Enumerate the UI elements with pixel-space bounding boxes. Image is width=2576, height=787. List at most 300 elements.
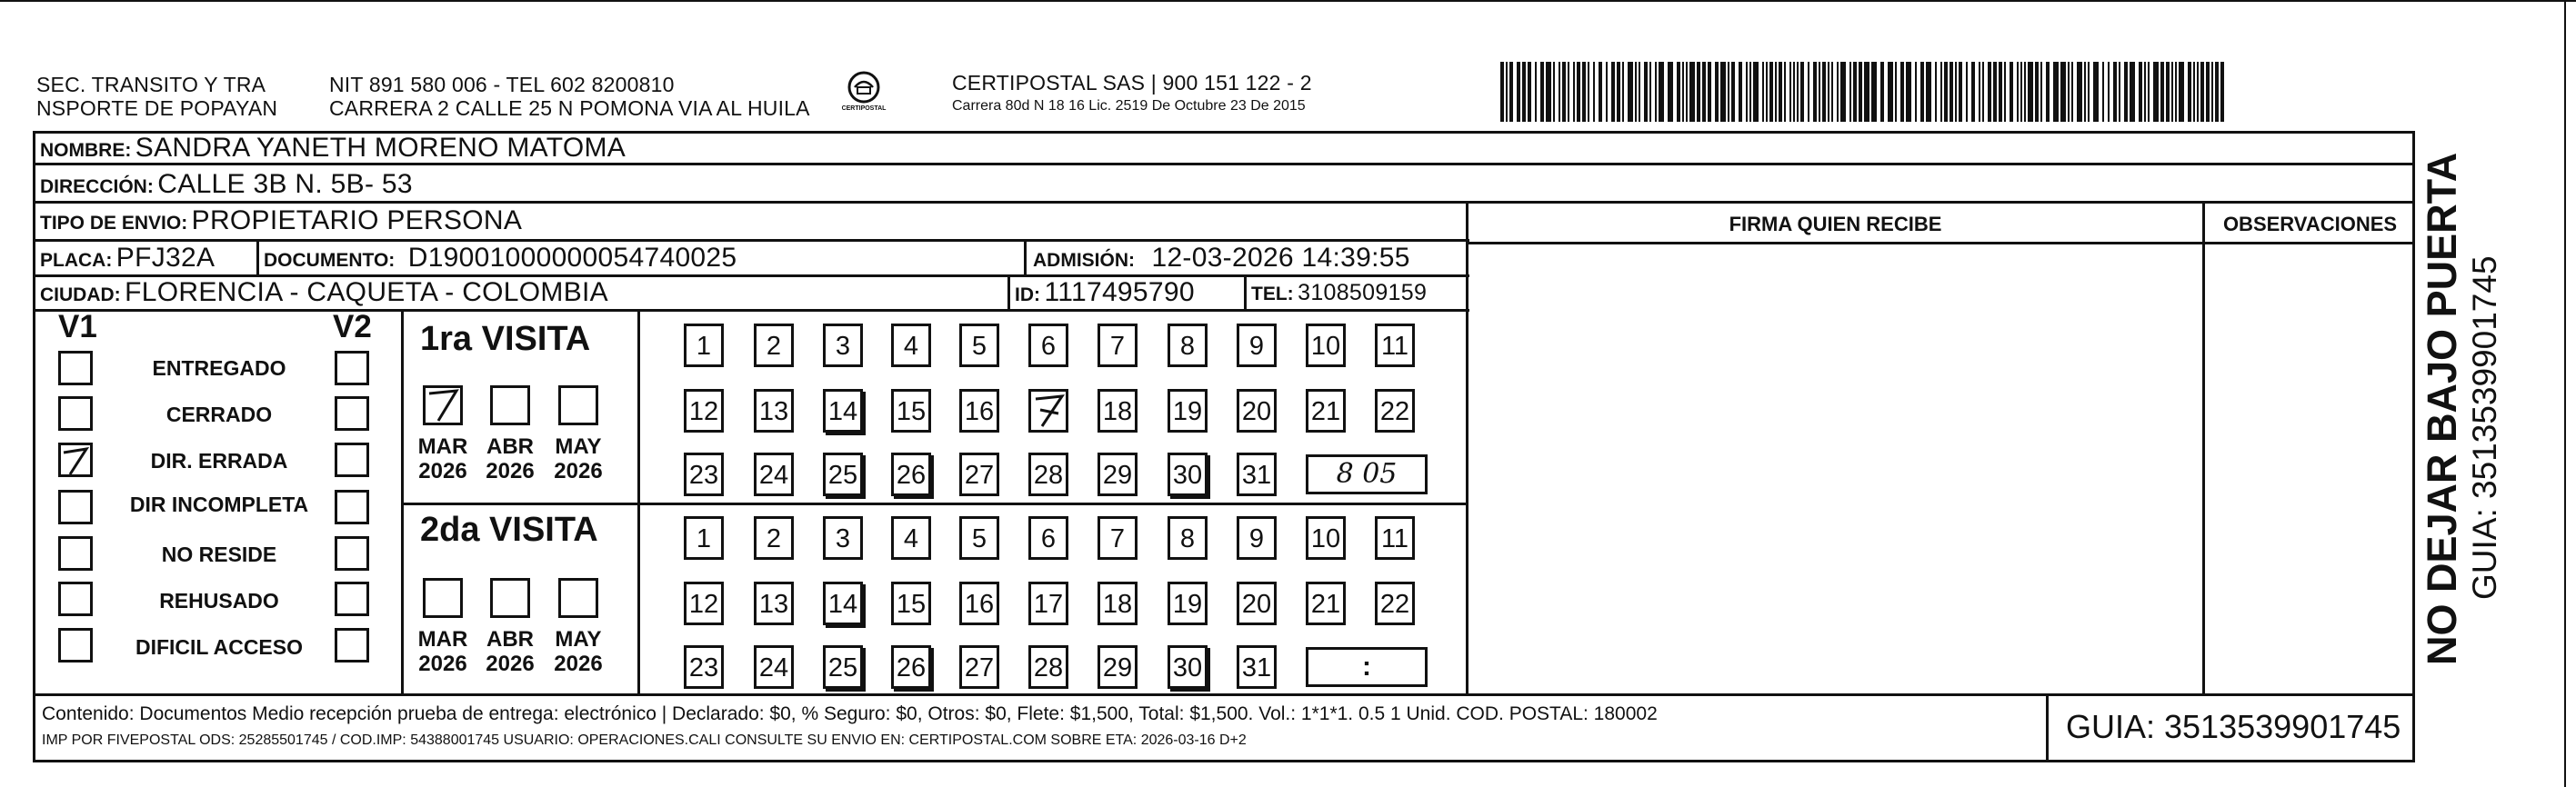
day-box[interactable]: 21	[1306, 389, 1346, 433]
day-box[interactable]: 4	[891, 324, 931, 367]
month-name: MAR	[417, 627, 468, 652]
tel-row	[1251, 278, 1427, 311]
nombre-value: SANDRA YANETH MORENO MATOMA	[135, 133, 626, 163]
barcode-bar	[1606, 62, 1608, 122]
barcode-bar	[1686, 62, 1688, 122]
barcode-bar	[1828, 62, 1829, 122]
barcode-bar	[1762, 62, 1764, 122]
day-box[interactable]: 6	[1028, 516, 1068, 560]
footer-system-info: IMP POR FIVEPOSTAL ODS: 25285501745 / COD.IMP: 54388001745 USUARIO: OPERACIONES.CALI CONSULTE SU ENVIO EN: CERTIPOSTAL.COM SOBRE ETA: 2026-03-16 D+2	[42, 732, 1247, 748]
documento-label: DOCUMENTO:	[264, 250, 396, 271]
page-right-edge	[2564, 0, 2566, 787]
barcode-bar	[1940, 62, 1942, 122]
barcode-bar	[2017, 62, 2019, 122]
day-box[interactable]: 25	[823, 645, 863, 689]
barcode	[1500, 62, 2228, 125]
barcode-bar	[1982, 62, 1984, 122]
barcode-bar	[1697, 62, 1700, 122]
barcode-bar	[1955, 62, 1957, 122]
barcode-bar	[2160, 62, 2164, 122]
v2-checkbox[interactable]	[335, 628, 369, 662]
tipo-row	[40, 206, 522, 240]
barcode-bar	[1715, 62, 1719, 122]
month-checkbox[interactable]	[490, 385, 530, 425]
barcode-bar	[1849, 62, 1851, 122]
logo-text: CERTIPOSTAL	[841, 105, 887, 112]
tipo-label: TIPO DE ENVIO:	[40, 213, 188, 234]
barcode-bar	[1659, 62, 1664, 122]
month-checkbox[interactable]	[423, 385, 463, 425]
day-box[interactable]: 7	[1098, 324, 1138, 367]
barcode-bar	[1880, 62, 1884, 122]
placa-row	[40, 244, 215, 277]
barcode-bar	[2211, 62, 2213, 122]
barcode-bar	[1535, 62, 1537, 122]
day-box[interactable]: 12	[684, 582, 724, 625]
barcode-bar	[1871, 62, 1877, 122]
barcode-bar	[1797, 62, 1799, 122]
nombre-label: NOMBRE:	[40, 140, 132, 161]
barcode-bar	[1900, 62, 1904, 122]
v1-checkbox[interactable]	[58, 536, 93, 571]
barcode-bar	[1577, 62, 1580, 122]
day-box[interactable]: 2	[754, 516, 794, 560]
barcode-bar	[1749, 62, 1751, 122]
observaciones-header: OBSERVACIONES	[2222, 213, 2398, 235]
barcode-bar	[1920, 62, 1924, 122]
barcode-bar	[1988, 62, 1991, 122]
barcode-bar	[1859, 62, 1862, 122]
day-box[interactable]: 11	[1375, 516, 1415, 560]
day-box[interactable]: 28	[1028, 645, 1068, 689]
tel-value: 3108509159	[1298, 280, 1428, 305]
barcode-bar	[1822, 62, 1826, 122]
barcode-bar	[2175, 62, 2177, 122]
status-label: DIR INCOMPLETA	[129, 493, 309, 516]
side-guia: GUIA: 3513539901745	[2466, 255, 2503, 600]
id-label: ID:	[1015, 284, 1040, 305]
day-box[interactable]: 26	[891, 645, 931, 689]
barcode-bar	[1769, 62, 1773, 122]
cell-divider-tel	[1244, 274, 1247, 309]
footer-guia-divider	[2046, 693, 2049, 762]
day-box[interactable]: 3	[823, 516, 863, 560]
barcode-bar	[2215, 62, 2219, 122]
barcode-bar	[2068, 62, 2070, 122]
barcode-bar	[1540, 62, 1544, 122]
day-box[interactable]: 8	[1168, 516, 1208, 560]
barcode-bar	[1553, 62, 1555, 122]
barcode-bar	[1971, 62, 1975, 122]
barcode-bar	[1702, 62, 1706, 122]
day-box[interactable]: 18	[1098, 582, 1138, 625]
day-box[interactable]: 6	[1028, 324, 1068, 367]
day-box[interactable]: 27	[959, 645, 999, 689]
month-label	[546, 627, 610, 676]
month-divider	[637, 309, 640, 693]
v2-checkbox[interactable]	[335, 582, 369, 616]
time-box-handwritten[interactable]: 8 05	[1306, 454, 1428, 494]
status-label: CERRADO	[165, 403, 273, 426]
tel-label: TEL:	[1251, 284, 1294, 304]
barcode-bar	[1500, 62, 1504, 122]
rule-colhead	[1466, 242, 2415, 244]
barcode-bar	[2113, 62, 2117, 122]
day-box[interactable]: 1	[684, 324, 724, 367]
barcode-bar	[1720, 62, 1726, 122]
barcode-bar	[1708, 62, 1711, 122]
barcode-bar	[2046, 62, 2050, 122]
day-box[interactable]: 20	[1237, 389, 1277, 433]
day-box[interactable]: 23	[684, 453, 724, 496]
barcode-bar	[1966, 62, 1968, 122]
barcode-bar	[2040, 62, 2042, 122]
day-box[interactable]: 29	[1098, 645, 1138, 689]
barcode-bar	[1784, 62, 1786, 122]
month-label	[546, 434, 610, 483]
month-year: 2026	[418, 652, 467, 676]
barcode-bar	[2179, 62, 2184, 122]
ciudad-row	[40, 278, 608, 312]
barcode-bar	[1689, 62, 1695, 122]
v1-checkbox[interactable]	[58, 396, 93, 431]
day-box[interactable]: 10	[1306, 516, 1346, 560]
day-box[interactable]: 5	[959, 324, 999, 367]
barcode-bar	[1668, 62, 1673, 122]
status-label: NO RESIDE	[161, 543, 277, 566]
id-row	[1015, 278, 1195, 312]
barcode-bar	[1746, 62, 1748, 122]
barcode-bar	[1813, 62, 1817, 122]
day-box[interactable]: 16	[959, 389, 999, 433]
month-checkbox[interactable]	[423, 578, 463, 618]
barcode-bar	[1593, 62, 1595, 122]
barcode-bar	[1622, 62, 1624, 122]
barcode-bar	[2139, 62, 2142, 122]
day-box[interactable]: 15	[891, 582, 931, 625]
month-name: MAR	[417, 434, 468, 459]
barcode-bar	[2153, 62, 2159, 122]
day-box[interactable]: 19	[1168, 582, 1208, 625]
month-label	[478, 627, 542, 676]
barcode-bar	[2193, 62, 2195, 122]
barcode-bar	[1915, 62, 1917, 122]
day-box[interactable]: 15	[891, 389, 931, 433]
time-box[interactable]: :	[1306, 647, 1428, 687]
company-line-2: Carrera 80d N 18 16 Lic. 2519 De Octubre 23 De 2015	[952, 98, 1306, 114]
barcode-bar	[2077, 62, 2082, 122]
first-visit-title: 1ra VISITA	[420, 320, 591, 358]
v2-checkbox[interactable]	[335, 396, 369, 431]
barcode-bar	[2200, 62, 2204, 122]
barcode-bar	[1979, 62, 1980, 122]
barcode-bar	[1864, 62, 1869, 122]
barcode-bar	[1517, 62, 1520, 122]
placa-label: PLACA:	[40, 250, 113, 271]
v1-checkbox[interactable]	[58, 351, 93, 385]
v1-checkbox[interactable]	[58, 628, 93, 662]
barcode-bar	[1509, 62, 1513, 122]
id-value: 1117495790	[1044, 277, 1195, 307]
barcode-bar	[1649, 62, 1651, 122]
barcode-bar	[1935, 62, 1937, 122]
barcode-bar	[2004, 62, 2006, 122]
day-box[interactable]: 31	[1237, 645, 1277, 689]
direccion-label: DIRECCIÓN:	[40, 176, 154, 197]
day-box[interactable]: 22	[1375, 389, 1415, 433]
admision-row	[1033, 244, 1410, 277]
footer-contents: Contenido: Documentos Medio recepción prueba de entrega: electrónico | Declarado: $0, % Seguro: $0, Otros: $0, Flete: $1,500, Total: $1,500. Vol.: 1*1*1. 0.5 1 Unid. COD. POSTAL: 180002	[42, 703, 1658, 724]
month-checkbox[interactable]	[490, 578, 530, 618]
barcode-bar	[1644, 62, 1648, 122]
day-box[interactable]: 1	[684, 516, 724, 560]
barcode-bar	[1559, 62, 1560, 122]
nit-line-1: NIT 891 580 006 - TEL 602 8200810	[329, 73, 675, 96]
day-box[interactable]: 29	[1098, 453, 1138, 496]
barcode-bar	[2108, 62, 2110, 122]
day-box[interactable]: 18	[1098, 389, 1138, 433]
rule-footer	[33, 693, 2415, 696]
barcode-bar	[2020, 62, 2022, 122]
barcode-bar	[2188, 62, 2191, 122]
admision-value: 12-03-2026 14:39:55	[1151, 243, 1410, 273]
sender-line-2: NSPORTE DE POPAYAN	[36, 96, 278, 120]
barcode-bar	[2119, 62, 2120, 122]
day-box[interactable]: 27	[959, 453, 999, 496]
page-top-edge	[0, 0, 2576, 2]
barcode-bar	[2171, 62, 2173, 122]
month-year: 2026	[486, 459, 535, 483]
barcode-bar	[1766, 62, 1768, 122]
month-checkbox[interactable]	[558, 578, 598, 618]
day-box[interactable]: 12	[684, 389, 724, 433]
barcode-bar	[2102, 62, 2104, 122]
barcode-bar	[2028, 62, 2033, 122]
barcode-bar	[1837, 62, 1839, 122]
barcode-bar	[1573, 62, 1575, 122]
direccion-row	[40, 170, 413, 204]
sender-address	[329, 73, 810, 120]
ciudad-label: CIUDAD:	[40, 284, 121, 305]
status-label: DIR. ERRADA	[150, 449, 288, 473]
barcode-bar	[1819, 62, 1820, 122]
barcode-bar	[1775, 62, 1777, 122]
barcode-bar	[2060, 62, 2066, 122]
day-box[interactable]: 14	[823, 389, 863, 433]
day-box[interactable]: 23	[684, 645, 724, 689]
barcode-bar	[2166, 62, 2170, 122]
barcode-bar	[1789, 62, 1791, 122]
barcode-bar	[2124, 62, 2128, 122]
second-visit-title: 2da VISITA	[420, 511, 598, 549]
v2-checkbox[interactable]	[335, 536, 369, 571]
cell-divider-placa	[256, 239, 259, 274]
documento-value: D19001000000054740025	[407, 243, 737, 273]
month-checkbox[interactable]	[558, 385, 598, 425]
barcode-bar	[2010, 62, 2013, 122]
day-box[interactable]: 28	[1028, 453, 1068, 496]
v1-checkbox[interactable]	[58, 443, 93, 477]
day-box[interactable]: 24	[754, 645, 794, 689]
barcode-bar	[2148, 62, 2150, 122]
day-box[interactable]: 3	[823, 324, 863, 367]
day-box[interactable]: 21	[1306, 582, 1346, 625]
col-divider-obs	[2202, 201, 2205, 693]
day-box[interactable]: 8	[1168, 324, 1208, 367]
barcode-bar	[1655, 62, 1657, 122]
v2-checkbox[interactable]	[335, 351, 369, 385]
col-divider-firma	[1466, 201, 1468, 693]
month-year: 2026	[554, 459, 603, 483]
barcode-bar	[1522, 62, 1526, 122]
placa-value: PFJ32A	[115, 243, 216, 273]
documento-row	[264, 244, 737, 277]
day-box[interactable]: 26	[891, 453, 931, 496]
barcode-bar	[1779, 62, 1782, 122]
month-name: ABR	[486, 434, 534, 459]
barcode-bar	[1959, 62, 1962, 122]
barcode-bar	[1993, 62, 1997, 122]
v2-checkbox[interactable]	[335, 443, 369, 477]
barcode-bar	[1639, 62, 1640, 122]
ciudad-value: FLORENCIA - CAQUETA - COLOMBIA	[125, 277, 608, 307]
barcode-bar	[1635, 62, 1637, 122]
v2-checkbox[interactable]	[335, 490, 369, 524]
day-box[interactable]: 20	[1237, 582, 1277, 625]
day-box[interactable]: 25	[823, 453, 863, 496]
day-box[interactable]: 30	[1168, 453, 1208, 496]
v2-label: V2	[333, 309, 372, 344]
month-name: ABR	[486, 627, 534, 652]
day-box[interactable]: 17	[1028, 582, 1068, 625]
nit-line-2: CARRERA 2 CALLE 25 N POMONA VIA AL HUILA	[329, 96, 810, 120]
month-year: 2026	[554, 652, 603, 676]
v1-label: V1	[58, 309, 97, 344]
day-box[interactable]: 30	[1168, 645, 1208, 689]
cell-divider-id	[1007, 274, 1010, 309]
barcode-bar	[2084, 62, 2086, 122]
day-box[interactable]: 2	[754, 324, 794, 367]
day-box[interactable]: 11	[1375, 324, 1415, 367]
barcode-bar	[1800, 62, 1804, 122]
status-label: REHUSADO	[159, 589, 279, 613]
barcode-bar	[2197, 62, 2199, 122]
month-year: 2026	[486, 652, 535, 676]
barcode-bar	[1888, 62, 1893, 122]
day-box[interactable]: 24	[754, 453, 794, 496]
month-label	[478, 434, 542, 483]
nombre-row	[40, 134, 626, 167]
barcode-bar	[1677, 62, 1680, 122]
barcode-bar	[1739, 62, 1742, 122]
barcode-bar	[1582, 62, 1586, 122]
barcode-bar	[2035, 62, 2039, 122]
month-name: MAY	[555, 434, 602, 459]
sender-name	[36, 73, 277, 120]
barcode-bar	[2144, 62, 2146, 122]
cell-divider-admision	[1024, 239, 1027, 274]
barcode-bar	[1617, 62, 1620, 122]
barcode-bar	[1895, 62, 1897, 122]
day-box[interactable]: 7	[1098, 516, 1138, 560]
status-divider	[401, 309, 404, 693]
sender-line-1: SEC. TRANSITO Y TRA	[36, 73, 266, 96]
company-info	[952, 71, 1312, 116]
month-year: 2026	[418, 459, 467, 483]
barcode-bar	[1731, 62, 1735, 122]
barcode-bar	[2130, 62, 2135, 122]
certipostal-logo	[835, 67, 893, 122]
barcode-bar	[1562, 62, 1566, 122]
month-name: MAY	[555, 627, 602, 652]
day-box[interactable]: 31	[1237, 453, 1277, 496]
barcode-bar	[1611, 62, 1615, 122]
barcode-bar	[2093, 62, 2099, 122]
barcode-bar	[1840, 62, 1846, 122]
day-box[interactable]: 4	[891, 516, 931, 560]
barcode-bar	[1628, 62, 1633, 122]
day-box[interactable]: 9	[1237, 516, 1277, 560]
day-box[interactable]: 16	[959, 582, 999, 625]
day-box[interactable]: 14	[823, 582, 863, 625]
barcode-bar	[2206, 62, 2210, 122]
day-box[interactable]: 9	[1237, 324, 1277, 367]
barcode-bar	[1808, 62, 1809, 122]
day-box[interactable]	[1028, 389, 1068, 433]
barcode-bar	[2088, 62, 2090, 122]
no-dejar-bajo-puerta: NO DEJAR BAJO PUERTA	[2419, 152, 2465, 665]
day-box[interactable]: 13	[754, 582, 794, 625]
barcode-bar	[1950, 62, 1953, 122]
barcode-bar	[1506, 62, 1508, 122]
barcode-bar	[1944, 62, 1948, 122]
barcode-bar	[1853, 62, 1857, 122]
day-box[interactable]: 13	[754, 389, 794, 433]
barcode-bar	[2071, 62, 2073, 122]
barcode-bar	[1906, 62, 1911, 122]
barcode-bar	[1568, 62, 1569, 122]
barcode-bar	[1599, 62, 1602, 122]
month-label	[411, 627, 475, 676]
footer-guia: GUIA: 3513539901745	[2066, 708, 2401, 745]
day-box[interactable]: 22	[1375, 582, 1415, 625]
barcode-bar	[2220, 62, 2224, 122]
barcode-bar	[1528, 62, 1531, 122]
v1-checkbox[interactable]	[58, 582, 93, 616]
v1-checkbox[interactable]	[58, 490, 93, 524]
tipo-value: PROPIETARIO PERSONA	[191, 205, 523, 235]
barcode-bar	[1588, 62, 1589, 122]
month-label	[411, 434, 475, 483]
barcode-bar	[1926, 62, 1931, 122]
barcode-bar	[1546, 62, 1551, 122]
barcode-bar	[1682, 62, 1684, 122]
rule-visit-split	[401, 503, 1467, 505]
barcode-bar	[1753, 62, 1759, 122]
barcode-bar	[2024, 62, 2026, 122]
barcode-bar	[2053, 62, 2059, 122]
company-line-1: CERTIPOSTAL SAS | 900 151 122 - 2	[952, 71, 1312, 95]
direccion-value: CALLE 3B N. 5B- 53	[157, 169, 413, 199]
day-box[interactable]: 10	[1306, 324, 1346, 367]
day-box[interactable]: 19	[1168, 389, 1208, 433]
barcode-bar	[1831, 62, 1833, 122]
status-label: DIFICIL ACCESO	[135, 635, 303, 659]
day-box[interactable]: 5	[959, 516, 999, 560]
status-label: ENTREGADO	[152, 356, 286, 380]
barcode-bar	[1793, 62, 1795, 122]
firma-header: FIRMA QUIEN RECIBE	[1729, 213, 1942, 235]
